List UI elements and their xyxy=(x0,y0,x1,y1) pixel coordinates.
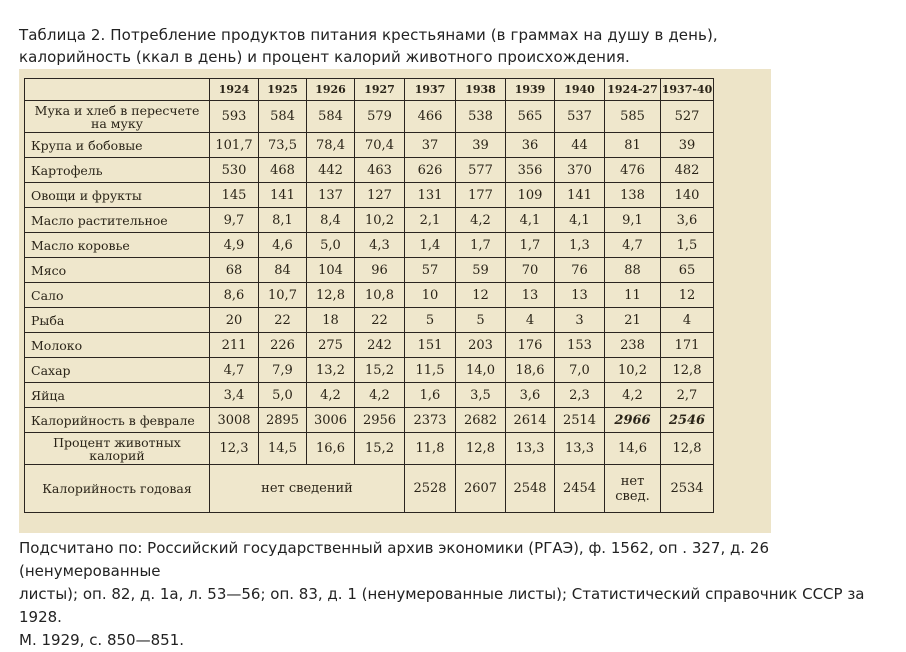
table-cell: 4,1 xyxy=(555,208,605,233)
table-cell: 13,3 xyxy=(555,433,605,465)
table-cell: 101,7 xyxy=(210,133,259,158)
table-cell: 2614 xyxy=(506,408,555,433)
caption-line-2: калорийность (ккал в день) и процент калорий животного происхождения. xyxy=(19,48,630,66)
table-image xyxy=(19,69,771,533)
table-row xyxy=(25,183,714,208)
caption-line-1: Таблица 2. Потребление продуктов питания крестьянами (в граммах на душу в день), xyxy=(19,26,718,44)
table-cell: 137 xyxy=(307,183,355,208)
table-cell: 3,4 xyxy=(210,383,259,408)
table-cell: 145 xyxy=(210,183,259,208)
table-cell: 21 xyxy=(605,308,661,333)
table-cell: 482 xyxy=(661,158,714,183)
table-cell: 76 xyxy=(555,258,605,283)
table-cell: 12,8 xyxy=(307,283,355,308)
table-cell: 65 xyxy=(661,258,714,283)
table-cell: 13 xyxy=(555,283,605,308)
table-cell: 10,2 xyxy=(355,208,405,233)
row-label: Рыба xyxy=(25,308,210,333)
row-label: Крупа и бобовые xyxy=(25,133,210,158)
table-cell: 275 xyxy=(307,333,355,358)
table-cell: 2373 xyxy=(405,408,456,433)
header-cell: 1924-27 xyxy=(605,79,661,101)
table-cell: 14,0 xyxy=(456,358,506,383)
table-cell: 127 xyxy=(355,183,405,208)
table-cell: 4,1 xyxy=(506,208,555,233)
table-cell: 12,8 xyxy=(661,433,714,465)
table-cell: 78,4 xyxy=(307,133,355,158)
table-cell: 2966 xyxy=(605,408,661,433)
table-cell: 4,2 xyxy=(605,383,661,408)
row-label: Мука и хлеб в пересчете на муку xyxy=(25,101,210,133)
table-cell: 177 xyxy=(456,183,506,208)
table-cell: 10 xyxy=(405,283,456,308)
table-cell: 2546 xyxy=(661,408,714,433)
table-cell: 226 xyxy=(259,333,307,358)
table-cell: 2528 xyxy=(405,465,456,513)
table-body xyxy=(25,101,714,513)
table-cell: 5 xyxy=(405,308,456,333)
table-cell: 153 xyxy=(555,333,605,358)
table-cell: 476 xyxy=(605,158,661,183)
table-cell: 13,3 xyxy=(506,433,555,465)
table-cell: 356 xyxy=(506,158,555,183)
table-row xyxy=(25,158,714,183)
row-label: Картофель xyxy=(25,158,210,183)
table-cell: 4,7 xyxy=(605,233,661,258)
table-cell: 141 xyxy=(259,183,307,208)
table-cell: 11 xyxy=(605,283,661,308)
row-label: Сало xyxy=(25,283,210,308)
header-cell: 1939 xyxy=(506,79,555,101)
table-cell: 584 xyxy=(307,101,355,133)
table-cell: 22 xyxy=(259,308,307,333)
table-cell: 4,3 xyxy=(355,233,405,258)
source-line-3: М. 1929, с. 850—851. xyxy=(19,631,184,649)
table-cell: 88 xyxy=(605,258,661,283)
table-row-annual xyxy=(25,465,714,513)
table-cell: 7,9 xyxy=(259,358,307,383)
table-cell: 2607 xyxy=(456,465,506,513)
table-cell: 203 xyxy=(456,333,506,358)
header-cell: 1937-40 xyxy=(661,79,714,101)
table-cell: 22 xyxy=(355,308,405,333)
table-cell: 68 xyxy=(210,258,259,283)
table-cell: 577 xyxy=(456,158,506,183)
table-cell: 2454 xyxy=(555,465,605,513)
table-cell: 151 xyxy=(405,333,456,358)
row-label: Овощи и фрукты xyxy=(25,183,210,208)
no-data-cell: нет свед. xyxy=(605,465,661,513)
table-cell: 176 xyxy=(506,333,555,358)
table-row xyxy=(25,333,714,358)
table-cell: 44 xyxy=(555,133,605,158)
table-cell: 39 xyxy=(456,133,506,158)
table-cell: 109 xyxy=(506,183,555,208)
table-cell: 211 xyxy=(210,333,259,358)
table-cell: 104 xyxy=(307,258,355,283)
header-cell: 1938 xyxy=(456,79,506,101)
table-cell: 2,7 xyxy=(661,383,714,408)
table-cell: 2895 xyxy=(259,408,307,433)
table-cell: 39 xyxy=(661,133,714,158)
table-cell: 10,2 xyxy=(605,358,661,383)
table-cell: 7,0 xyxy=(555,358,605,383)
table-cell: 9,1 xyxy=(605,208,661,233)
table-cell: 37 xyxy=(405,133,456,158)
table-cell: 12,3 xyxy=(210,433,259,465)
table-cell: 5,0 xyxy=(307,233,355,258)
source-line-1: Подсчитано по: Российский государственный архив экономики (РГАЭ), ф. 1562, оп . 327, д. 26 (ненумерованные xyxy=(19,539,769,580)
table-cell: 1,7 xyxy=(456,233,506,258)
table-cell: 8,4 xyxy=(307,208,355,233)
table-cell: 18,6 xyxy=(506,358,555,383)
header-cell: 1927 xyxy=(355,79,405,101)
table-cell: 3 xyxy=(555,308,605,333)
header-cell: 1940 xyxy=(555,79,605,101)
table-cell: 4,9 xyxy=(210,233,259,258)
table-cell: 2682 xyxy=(456,408,506,433)
table-cell: 468 xyxy=(259,158,307,183)
header-cell: 1925 xyxy=(259,79,307,101)
table-cell: 141 xyxy=(555,183,605,208)
header-cell: 1926 xyxy=(307,79,355,101)
table-row xyxy=(25,101,714,133)
table-row xyxy=(25,308,714,333)
table-cell: 12 xyxy=(661,283,714,308)
table-cell: 15,2 xyxy=(355,433,405,465)
row-label: Процент животных калорий xyxy=(25,433,210,465)
row-label: Калорийность в феврале xyxy=(25,408,210,433)
table-cell: 70,4 xyxy=(355,133,405,158)
table-cell: 18 xyxy=(307,308,355,333)
table-cell: 8,1 xyxy=(259,208,307,233)
table-cell: 10,8 xyxy=(355,283,405,308)
table-cell: 14,6 xyxy=(605,433,661,465)
table-cell: 8,6 xyxy=(210,283,259,308)
table-cell: 2,1 xyxy=(405,208,456,233)
table-cell: 5 xyxy=(456,308,506,333)
table-cell: 1,3 xyxy=(555,233,605,258)
table-cell: 565 xyxy=(506,101,555,133)
table-cell: 1,5 xyxy=(661,233,714,258)
table-cell: 14,5 xyxy=(259,433,307,465)
table-cell: 4,2 xyxy=(355,383,405,408)
table-cell: 13 xyxy=(506,283,555,308)
table-cell: 84 xyxy=(259,258,307,283)
table-cell: 2956 xyxy=(355,408,405,433)
table-cell: 12,8 xyxy=(456,433,506,465)
row-label: Калорийность годовая xyxy=(25,465,210,513)
table-cell: 2548 xyxy=(506,465,555,513)
table-row xyxy=(25,258,714,283)
consumption-table xyxy=(24,78,714,513)
table-cell: 530 xyxy=(210,158,259,183)
table-cell: 538 xyxy=(456,101,506,133)
table-cell: 579 xyxy=(355,101,405,133)
table-cell: 16,6 xyxy=(307,433,355,465)
source-line-2: листы); оп. 82, д. 1а, л. 53—56; оп. 83, д. 1 (ненумерованные листы); Статистический справочник СССР за 1928. xyxy=(19,585,865,626)
table-cell: 59 xyxy=(456,258,506,283)
table-cell: 466 xyxy=(405,101,456,133)
table-cell: 10,7 xyxy=(259,283,307,308)
table-cell: 131 xyxy=(405,183,456,208)
header-cell xyxy=(25,79,210,101)
table-row xyxy=(25,208,714,233)
row-label: Яйца xyxy=(25,383,210,408)
table-cell: 1,7 xyxy=(506,233,555,258)
table-row xyxy=(25,383,714,408)
table-cell: 4,2 xyxy=(307,383,355,408)
table-cell: 3006 xyxy=(307,408,355,433)
table-header-row xyxy=(25,79,714,101)
source-note xyxy=(19,537,899,652)
row-label: Молоко xyxy=(25,333,210,358)
table-cell: 2514 xyxy=(555,408,605,433)
table-row xyxy=(25,133,714,158)
table-cell: 4 xyxy=(506,308,555,333)
table-cell: 4,7 xyxy=(210,358,259,383)
table-cell: 3008 xyxy=(210,408,259,433)
table-cell: 36 xyxy=(506,133,555,158)
table-cell: 527 xyxy=(661,101,714,133)
table-cell: 12 xyxy=(456,283,506,308)
table-row xyxy=(25,233,714,258)
table-cell: 238 xyxy=(605,333,661,358)
no-data-cell: нет сведений xyxy=(210,465,405,513)
row-label: Масло коровье xyxy=(25,233,210,258)
table-cell: 12,8 xyxy=(661,358,714,383)
table-cell: 1,4 xyxy=(405,233,456,258)
table-cell: 1,6 xyxy=(405,383,456,408)
table-cell: 15,2 xyxy=(355,358,405,383)
table-cell: 96 xyxy=(355,258,405,283)
table-cell: 57 xyxy=(405,258,456,283)
row-label: Масло растительное xyxy=(25,208,210,233)
table-cell: 584 xyxy=(259,101,307,133)
table-row xyxy=(25,408,714,433)
table-cell: 585 xyxy=(605,101,661,133)
table-cell: 593 xyxy=(210,101,259,133)
table-cell: 9,7 xyxy=(210,208,259,233)
table-caption xyxy=(19,24,889,68)
table-cell: 11,8 xyxy=(405,433,456,465)
table-cell: 370 xyxy=(555,158,605,183)
header-cell: 1937 xyxy=(405,79,456,101)
table-cell: 70 xyxy=(506,258,555,283)
table-cell: 20 xyxy=(210,308,259,333)
row-label: Мясо xyxy=(25,258,210,283)
table-cell: 5,0 xyxy=(259,383,307,408)
table-cell: 4,2 xyxy=(456,208,506,233)
table-row xyxy=(25,283,714,308)
table-cell: 537 xyxy=(555,101,605,133)
table-cell: 463 xyxy=(355,158,405,183)
table-cell: 2534 xyxy=(661,465,714,513)
table-cell: 626 xyxy=(405,158,456,183)
table-cell: 73,5 xyxy=(259,133,307,158)
table-cell: 138 xyxy=(605,183,661,208)
table-cell: 242 xyxy=(355,333,405,358)
header-cell: 1924 xyxy=(210,79,259,101)
table-cell: 140 xyxy=(661,183,714,208)
table-cell: 11,5 xyxy=(405,358,456,383)
table-cell: 2,3 xyxy=(555,383,605,408)
row-label: Сахар xyxy=(25,358,210,383)
table-cell: 81 xyxy=(605,133,661,158)
table-cell: 4,6 xyxy=(259,233,307,258)
table-cell: 3,6 xyxy=(661,208,714,233)
table-cell: 13,2 xyxy=(307,358,355,383)
table-cell: 3,5 xyxy=(456,383,506,408)
table-row xyxy=(25,433,714,465)
table-row xyxy=(25,358,714,383)
table-cell: 4 xyxy=(661,308,714,333)
table-cell: 171 xyxy=(661,333,714,358)
table-cell: 3,6 xyxy=(506,383,555,408)
table-cell: 442 xyxy=(307,158,355,183)
